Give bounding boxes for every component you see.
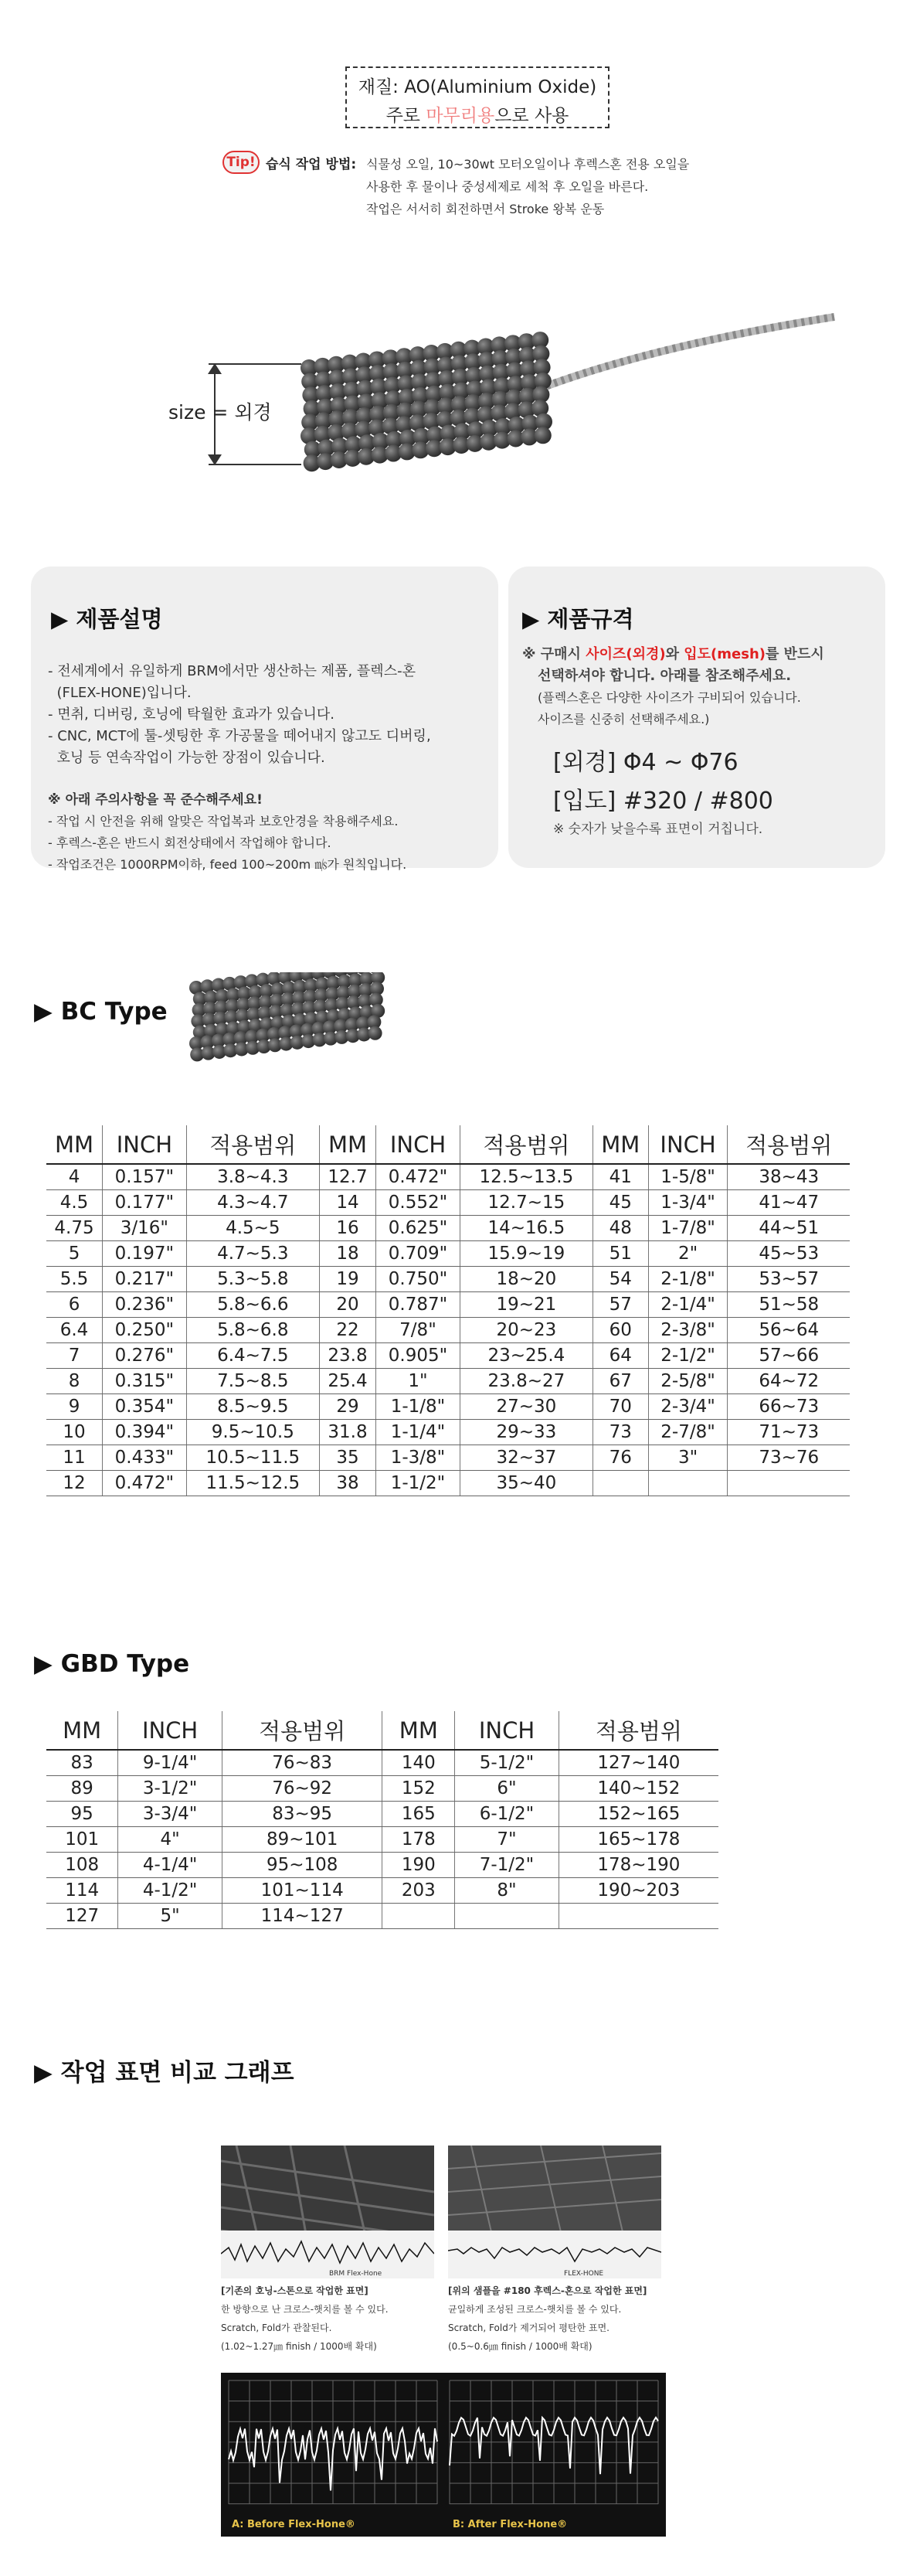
bc-cell: 44~51 xyxy=(728,1215,850,1240)
size-tick-bottom xyxy=(209,464,301,465)
bc-cell: 45~53 xyxy=(728,1240,850,1266)
gbd-type-title: ▶ GBD Type xyxy=(34,1650,190,1678)
bc-cell: 3" xyxy=(648,1445,728,1470)
bc-cell xyxy=(728,1470,850,1496)
description-line: (FLEX-HONE)입니다. xyxy=(48,685,192,701)
gbd-cell: 5" xyxy=(118,1903,222,1928)
bc-cell: 18~20 xyxy=(460,1266,593,1291)
bc-cell: 1-1/4" xyxy=(376,1419,460,1445)
bc-cell: 6.4 xyxy=(46,1317,103,1342)
bc-cell: 11 xyxy=(46,1445,103,1470)
bc-cell: 1-3/8" xyxy=(376,1445,460,1470)
bc-cell: 3/16" xyxy=(103,1215,187,1240)
description-line: - CNC, MCT에 툴-셋팅한 후 가공물을 떼어내지 않고도 디버링, xyxy=(48,728,431,744)
gbd-cell: 140~152 xyxy=(559,1775,718,1801)
profile-graph xyxy=(221,2373,666,2537)
bc-cell: 35 xyxy=(319,1445,375,1470)
tip-line: 사용한 후 물이나 중성세제로 세척 후 오일을 바른다. xyxy=(366,179,649,194)
gbd-cell: 7-1/2" xyxy=(455,1852,559,1877)
bc-cell: 57~66 xyxy=(728,1342,850,1368)
table-row xyxy=(46,1852,718,1877)
table-row xyxy=(46,1419,850,1445)
spec-grit: [입도] #320 / #800 xyxy=(553,788,773,815)
bc-cell: 60 xyxy=(593,1317,648,1342)
arrow-down-icon xyxy=(208,454,222,465)
bc-cell: 18 xyxy=(319,1240,375,1266)
bc-header-cell: 적용범위 xyxy=(728,1125,850,1164)
bc-cell: 70 xyxy=(593,1393,648,1419)
gbd-header-cell: INCH xyxy=(118,1711,222,1750)
bc-header-cell: MM xyxy=(46,1125,103,1164)
bc-cell: 5 xyxy=(46,1240,103,1266)
graph-label-before: A: Before Flex-Hone® xyxy=(232,2519,355,2530)
table-row xyxy=(46,1189,850,1215)
bc-cell: 19 xyxy=(319,1266,375,1291)
gbd-cell: 4-1/4" xyxy=(118,1852,222,1877)
bc-header-cell: 적용범위 xyxy=(460,1125,593,1164)
table-row xyxy=(46,1877,718,1903)
bc-cell: 0.315" xyxy=(103,1368,187,1393)
caution-line: - 후렉스-혼은 반드시 회전상태에서 작업해야 합니다. xyxy=(48,835,331,850)
bc-cell: 0.905" xyxy=(376,1342,460,1368)
caution-line: - 작업조건은 1000RPM이하, feed 100~200m ㎧가 원칙입니다. xyxy=(48,857,407,872)
bc-cell: 0.709" xyxy=(376,1240,460,1266)
gbd-cell: 9-1/4" xyxy=(118,1750,222,1775)
bc-cell: 71~73 xyxy=(728,1419,850,1445)
table-row xyxy=(46,1291,850,1317)
table-row xyxy=(46,1826,718,1852)
bc-cell: 2-1/8" xyxy=(648,1266,728,1291)
bc-cell: 1-1/2" xyxy=(376,1470,460,1496)
bc-cell: 0.787" xyxy=(376,1291,460,1317)
bc-header-cell: MM xyxy=(593,1125,648,1164)
bc-cell: 41 xyxy=(593,1164,648,1189)
bc-cell: 1-7/8" xyxy=(648,1215,728,1240)
bc-cell: 23~25.4 xyxy=(460,1342,593,1368)
bc-cell: 41~47 xyxy=(728,1189,850,1215)
bc-cell: 0.197" xyxy=(103,1240,187,1266)
bc-cell: 5.3~5.8 xyxy=(186,1266,319,1291)
material-box xyxy=(345,66,609,128)
table-row xyxy=(46,1903,718,1928)
bc-cell: 0.472" xyxy=(103,1470,187,1496)
caution-line: - 작업 시 안전을 위해 알맞은 작업복과 보호안경을 착용해주세요. xyxy=(48,814,399,829)
bc-cell: 22 xyxy=(319,1317,375,1342)
bc-cell: 0.177" xyxy=(103,1189,187,1215)
bc-cell: 29~33 xyxy=(460,1419,593,1445)
bc-cell: 54 xyxy=(593,1266,648,1291)
flex-hone-product-image xyxy=(294,301,850,518)
gbd-header-cell: 적용범위 xyxy=(222,1711,382,1750)
table-row xyxy=(46,1215,850,1240)
bc-cell: 8.5~9.5 xyxy=(186,1393,319,1419)
gbd-cell: 95 xyxy=(46,1801,118,1826)
gbd-cell: 203 xyxy=(382,1877,455,1903)
gbd-cell: 140 xyxy=(382,1750,455,1775)
tip-text xyxy=(366,153,861,220)
gbd-cell: 101 xyxy=(46,1826,118,1852)
bc-cell: 16 xyxy=(319,1215,375,1240)
tip-line: 작업은 서서히 회전하면서 Stroke 왕복 운동 xyxy=(366,202,605,216)
spec-grit-note: ※ 숫자가 낮을수록 표면이 거칩니다. xyxy=(553,822,763,837)
gbd-cell: 152~165 xyxy=(559,1801,718,1826)
bc-cell: 51~58 xyxy=(728,1291,850,1317)
gbd-cell: 152 xyxy=(382,1775,455,1801)
table-row xyxy=(46,1240,850,1266)
bc-header-cell: 적용범위 xyxy=(186,1125,319,1164)
bc-cell: 0.157" xyxy=(103,1164,187,1189)
table-row xyxy=(46,1266,850,1291)
bc-cell: 64~72 xyxy=(728,1368,850,1393)
gbd-cell: 6-1/2" xyxy=(455,1801,559,1826)
gbd-cell: 101~114 xyxy=(222,1877,382,1903)
gbd-cell: 3-1/2" xyxy=(118,1775,222,1801)
bc-cell: 0.625" xyxy=(376,1215,460,1240)
gbd-cell: 4-1/2" xyxy=(118,1877,222,1903)
after-surface-image xyxy=(448,2146,661,2278)
bc-cell: 2-7/8" xyxy=(648,1419,728,1445)
bc-cell: 2-5/8" xyxy=(648,1368,728,1393)
bc-cell: 14~16.5 xyxy=(460,1215,593,1240)
gbd-cell: 7" xyxy=(455,1826,559,1852)
bc-cell: 9.5~10.5 xyxy=(186,1419,319,1445)
caution-text xyxy=(48,811,406,876)
bc-cell: 6.4~7.5 xyxy=(186,1342,319,1368)
bc-cell: 11.5~12.5 xyxy=(186,1470,319,1496)
gbd-cell: 76~83 xyxy=(222,1750,382,1775)
size-tick-top xyxy=(209,363,301,365)
description-line: - 전세계에서 유일하게 BRM에서만 생산하는 제품, 플렉스-혼 xyxy=(48,663,416,679)
table-row xyxy=(46,1317,850,1342)
bc-cell: 8 xyxy=(46,1368,103,1393)
bc-cell: 2-1/4" xyxy=(648,1291,728,1317)
before-image-label: BRM Flex-Hone xyxy=(329,2270,382,2278)
bc-type-title: ▶ BC Type xyxy=(34,998,168,1026)
caution-title: ※ 아래 주의사항을 꼭 준수해주세요! xyxy=(48,792,263,808)
gbd-cell: 165~178 xyxy=(559,1826,718,1852)
bc-cell: 2-3/8" xyxy=(648,1317,728,1342)
bc-cell: 0.250" xyxy=(103,1317,187,1342)
gbd-cell: 165 xyxy=(382,1801,455,1826)
table-row xyxy=(46,1801,718,1826)
gbd-cell: 114~127 xyxy=(222,1903,382,1928)
spec-title: ▶ 제품규격 xyxy=(522,606,634,632)
after-caption: [위의 샘플을 #180 후렉스-혼으로 작업한 표면] 균일하게 조성된 크로스-햇치를 볼 수 있다. Scratch, Fold가 제거되어 평탄한 표면. (0.5~0.6㎛ finish / 1000배 확대) xyxy=(448,2285,647,2352)
gbd-cell: 178 xyxy=(382,1826,455,1852)
bc-cell: 76 xyxy=(593,1445,648,1470)
description-panel xyxy=(31,567,498,872)
gbd-cell: 178~190 xyxy=(559,1852,718,1877)
bc-cell: 1-3/4" xyxy=(648,1189,728,1215)
bc-cell: 10.5~11.5 xyxy=(186,1445,319,1470)
table-row xyxy=(46,1445,850,1470)
gbd-cell xyxy=(455,1903,559,1928)
gbd-cell: 3-3/4" xyxy=(118,1801,222,1826)
bc-cell: 73~76 xyxy=(728,1445,850,1470)
profile-graph-svg xyxy=(221,2373,666,2537)
gbd-cell: 89 xyxy=(46,1775,118,1801)
bc-cell: 38 xyxy=(319,1470,375,1496)
gbd-cell: 89~101 xyxy=(222,1826,382,1852)
bc-cell: 0.217" xyxy=(103,1266,187,1291)
bc-cell: 32~37 xyxy=(460,1445,593,1470)
bc-cell: 20~23 xyxy=(460,1317,593,1342)
bc-cell: 5.8~6.8 xyxy=(186,1317,319,1342)
gbd-cell: 76~92 xyxy=(222,1775,382,1801)
bc-cell: 4 xyxy=(46,1164,103,1189)
spec-gray-note: (플렉스혼은 다양한 사이즈가 구비되어 있습니다. 사이즈를 신중히 선택해주세요.) xyxy=(538,690,801,727)
before-surface-image xyxy=(221,2146,434,2278)
bc-cell: 73 xyxy=(593,1419,648,1445)
description-text xyxy=(48,661,431,769)
bc-cell: 48 xyxy=(593,1215,648,1240)
bc-cell: 0.472" xyxy=(376,1164,460,1189)
bc-cell: 25.4 xyxy=(319,1368,375,1393)
bc-cell: 1-1/8" xyxy=(376,1393,460,1419)
before-caption: [기존의 호닝-스톤으로 작업한 표면] 한 방향으로 난 크로스-햇치를 볼 수 있다. Scratch, Fold가 관찰된다. (1.02~1.27㎛ finish / 1000배 확대) xyxy=(221,2285,389,2352)
bc-cell: 35~40 xyxy=(460,1470,593,1496)
gbd-cell xyxy=(382,1903,455,1928)
bc-cell: 2-3/4" xyxy=(648,1393,728,1419)
bc-cell: 5.8~6.6 xyxy=(186,1291,319,1317)
tip-title: 습식 작업 방법: xyxy=(266,157,357,172)
bc-cell: 4.7~5.3 xyxy=(186,1240,319,1266)
bc-cell: 0.552" xyxy=(376,1189,460,1215)
bc-cell: 4.5 xyxy=(46,1189,103,1215)
gbd-cell: 83~95 xyxy=(222,1801,382,1826)
bc-cell: 2" xyxy=(648,1240,728,1266)
bc-cell: 23.8~27 xyxy=(460,1368,593,1393)
table-row xyxy=(46,1775,718,1801)
bc-cell: 38~43 xyxy=(728,1164,850,1189)
bc-header-cell: INCH xyxy=(648,1125,728,1164)
bc-cell: 6 xyxy=(46,1291,103,1317)
bc-cell: 4.75 xyxy=(46,1215,103,1240)
bc-cell: 20 xyxy=(319,1291,375,1317)
compare-title: ▶ 작업 표면 비교 그래프 xyxy=(34,2059,294,2087)
table-row xyxy=(46,1750,718,1775)
bc-size-table xyxy=(46,1125,850,1496)
gbd-cell xyxy=(559,1903,718,1928)
bc-header-cell: INCH xyxy=(376,1125,460,1164)
bc-cell: 0.354" xyxy=(103,1393,187,1419)
bc-cell: 0.394" xyxy=(103,1419,187,1445)
graph-label-after: B: After Flex-Hone® xyxy=(453,2519,568,2530)
bc-product-image xyxy=(188,972,420,1073)
gbd-cell: 190 xyxy=(382,1852,455,1877)
tip-badge: Tip! xyxy=(222,151,260,174)
bc-cell: 31.8 xyxy=(319,1419,375,1445)
gbd-header-cell: 적용범위 xyxy=(559,1711,718,1750)
bc-cell: 3.8~4.3 xyxy=(186,1164,319,1189)
bc-cell: 57 xyxy=(593,1291,648,1317)
bc-cell: 9 xyxy=(46,1393,103,1419)
bc-cell xyxy=(648,1470,728,1496)
bc-cell: 12.7~15 xyxy=(460,1189,593,1215)
table-row xyxy=(46,1368,850,1393)
description-title: ▶ 제품설명 xyxy=(51,606,163,632)
gbd-cell: 5-1/2" xyxy=(455,1750,559,1775)
gbd-header-cell: INCH xyxy=(455,1711,559,1750)
bc-cell: 7 xyxy=(46,1342,103,1368)
gbd-cell: 8" xyxy=(455,1877,559,1903)
bc-cell: 45 xyxy=(593,1189,648,1215)
bc-cell: 27~30 xyxy=(460,1393,593,1419)
bc-header-cell: INCH xyxy=(103,1125,187,1164)
tip-line: 식물성 오일, 10~30wt 모터오일이나 후렉스혼 전용 오일을 xyxy=(366,157,690,172)
bc-cell: 0.433" xyxy=(103,1445,187,1470)
spec-panel xyxy=(508,567,885,868)
bc-cell xyxy=(593,1470,648,1496)
bc-cell: 64 xyxy=(593,1342,648,1368)
bc-cell: 67 xyxy=(593,1368,648,1393)
bc-cell: 14 xyxy=(319,1189,375,1215)
arrow-up-icon xyxy=(208,363,222,374)
bc-cell: 15.9~19 xyxy=(460,1240,593,1266)
gbd-cell: 6" xyxy=(455,1775,559,1801)
bc-cell: 0.750" xyxy=(376,1266,460,1291)
bc-cell: 4.5~5 xyxy=(186,1215,319,1240)
abrasive-ball xyxy=(535,427,552,444)
gbd-cell: 127 xyxy=(46,1903,118,1928)
bc-cell: 12.5~13.5 xyxy=(460,1164,593,1189)
usage-highlight: 마무리용 xyxy=(426,106,495,126)
bc-cell: 19~21 xyxy=(460,1291,593,1317)
bc-cell: 12 xyxy=(46,1470,103,1496)
gbd-header-cell: MM xyxy=(382,1711,455,1750)
bc-cell: 10 xyxy=(46,1419,103,1445)
bc-cell: 23.8 xyxy=(319,1342,375,1368)
gbd-cell: 95~108 xyxy=(222,1852,382,1877)
bc-cell: 12.7 xyxy=(319,1164,375,1189)
bc-cell: 53~57 xyxy=(728,1266,850,1291)
size-label: size = 외경 xyxy=(168,401,272,424)
table-row xyxy=(46,1470,850,1496)
bc-cell: 0.236" xyxy=(103,1291,187,1317)
bc-cell: 2-1/2" xyxy=(648,1342,728,1368)
description-line: 호닝 등 연속작업이 가능한 장점이 있습니다. xyxy=(48,750,325,766)
material-line: 재질: AO(Aluminium Oxide) xyxy=(358,77,597,97)
bc-cell: 1-5/8" xyxy=(648,1164,728,1189)
bc-cell: 56~64 xyxy=(728,1317,850,1342)
spec-note: ※ 구매시 사이즈(외경)와 입도(mesh)를 반드시 선택하셔야 합니다. 아래를 참조해주세요. xyxy=(522,646,824,684)
gbd-header-cell: MM xyxy=(46,1711,118,1750)
bc-cell: 0.276" xyxy=(103,1342,187,1368)
bc-cell: 66~73 xyxy=(728,1393,850,1419)
table-row xyxy=(46,1164,850,1189)
table-row xyxy=(46,1393,850,1419)
abrasive-ball xyxy=(368,1026,382,1040)
gbd-cell: 127~140 xyxy=(559,1750,718,1775)
bc-header-cell: MM xyxy=(319,1125,375,1164)
gbd-cell: 83 xyxy=(46,1750,118,1775)
bc-cell: 51 xyxy=(593,1240,648,1266)
bc-cell: 7/8" xyxy=(376,1317,460,1342)
table-row xyxy=(46,1342,850,1368)
description-line: - 면취, 디버링, 호닝에 탁월한 효과가 있습니다. xyxy=(48,706,334,723)
bc-cell: 4.3~4.7 xyxy=(186,1189,319,1215)
gbd-cell: 114 xyxy=(46,1877,118,1903)
spec-outer-diameter: [외경] Φ4 ~ Φ76 xyxy=(553,749,739,776)
gbd-cell: 108 xyxy=(46,1852,118,1877)
bc-cell: 7.5~8.5 xyxy=(186,1368,319,1393)
gbd-cell: 4" xyxy=(118,1826,222,1852)
bc-cell: 29 xyxy=(319,1393,375,1419)
bc-cell: 5.5 xyxy=(46,1266,103,1291)
gbd-cell: 190~203 xyxy=(559,1877,718,1903)
gbd-size-table xyxy=(46,1711,718,1929)
after-image-label: FLEX-HONE xyxy=(564,2270,604,2278)
bc-cell: 1" xyxy=(376,1368,460,1393)
usage-line: 주로 마무리용으로 사용 xyxy=(385,106,569,126)
